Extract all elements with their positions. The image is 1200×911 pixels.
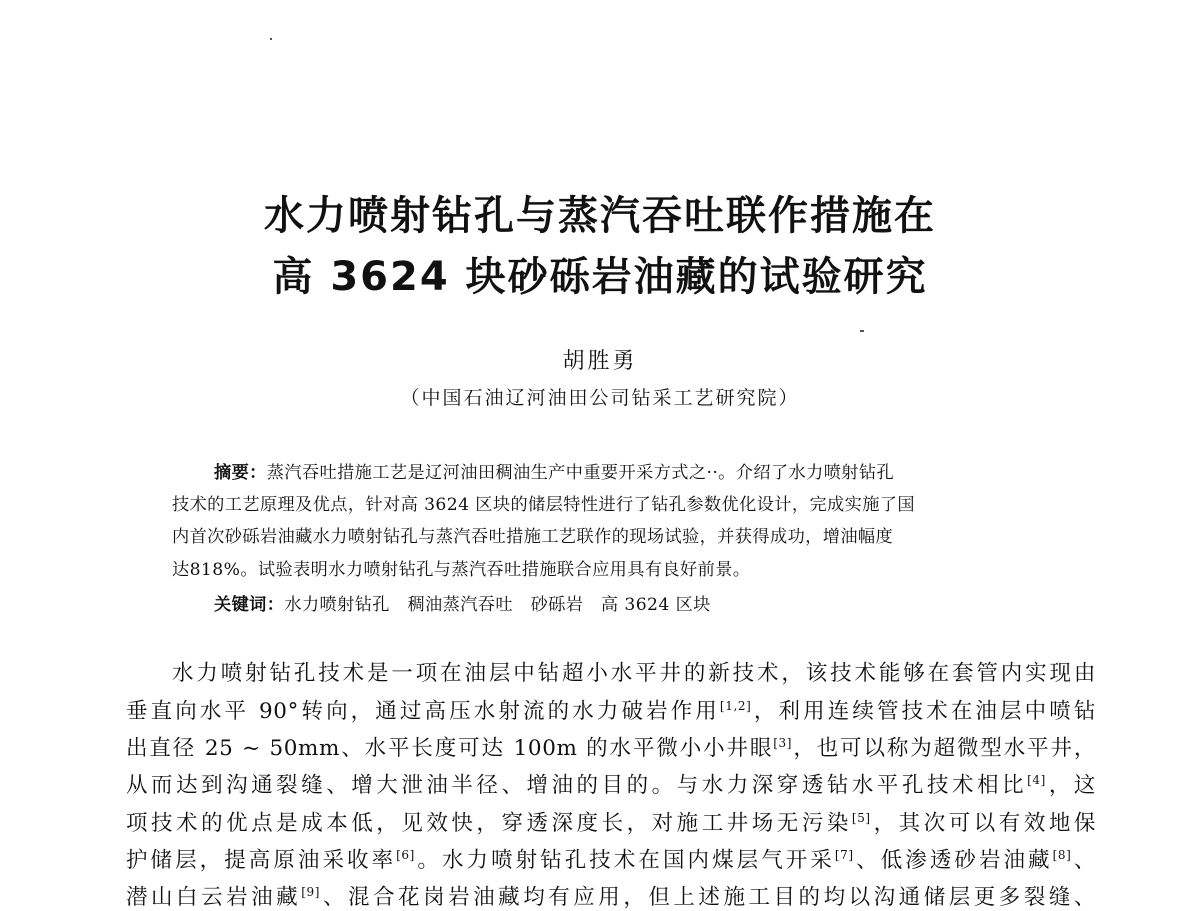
- body-text: 。水力喷射钻孔技术在国内煤层气开采: [414, 848, 835, 873]
- citation-ref: [1,2]: [719, 698, 752, 713]
- body-text: 、: [1071, 848, 1096, 873]
- author-name: 胡胜勇: [562, 349, 638, 374]
- body-line-6: [126, 843, 1096, 874]
- keywords-text: 水力喷射钻孔 稠油蒸汽吞吐 砂砾岩 高 3624 区块: [284, 595, 711, 615]
- keywords-line: [214, 590, 711, 615]
- title-line-2: 高 3624 块砂砾岩油藏的试验研究: [272, 254, 928, 300]
- abstract-label: 摘要：: [214, 463, 267, 483]
- body-text: ，也可以称为超微型水平井，: [792, 736, 1096, 761]
- citation-ref: [6]: [396, 847, 415, 862]
- body-text: ，这: [1045, 773, 1096, 798]
- body-text: ，其次可以有效地保: [870, 811, 1096, 836]
- citation-ref: [3]: [773, 735, 793, 750]
- title-line-1: 水力喷射钻孔与蒸汽吞吐联作措施在: [264, 193, 936, 239]
- body-text: ，利用连续管技术在油层中喷钻: [751, 699, 1096, 724]
- scan-speck: [270, 38, 272, 40]
- abstract-line-2: 技术的工艺原理及优点，针对高 3624 区块的储层特性进行了钻孔参数优化设计，完成实施了国: [172, 495, 915, 515]
- citation-ref: [7]: [834, 847, 854, 862]
- body-line-3: [126, 731, 1096, 762]
- body-text: 潜山白云岩油藏: [126, 885, 302, 910]
- author-affiliation: （中国石油辽河油田公司钻采工艺研究院）: [400, 387, 800, 409]
- citation-ref: [4]: [1027, 772, 1046, 787]
- body-text: 从而达到沟通裂缝、增大泄油半径、增油的目的。与水力深穿透钻水平孔技术相比: [126, 773, 1028, 798]
- abstract-line-4: 达818%。试验表明水力喷射钻孔与蒸汽吞吐措施联合应用具有良好前景。: [172, 560, 751, 580]
- citation-ref: [8]: [1052, 847, 1072, 862]
- citation-ref: [9]: [301, 884, 321, 899]
- body-text: 出直径 25 ~ 50mm、水平长度可达 100m 的水平微小小井眼: [126, 736, 774, 761]
- body-text: 垂直向水平 90°转向，通过高压水射流的水力破岩作用: [126, 699, 720, 724]
- body-text: 项技术的优点是成本低，见效快，穿透深度长，对施工井场无污染: [126, 811, 852, 836]
- body-text: 、混合花岗岩油藏均有应用，但上述施工目的均以沟通储层更多裂缝、: [320, 885, 1096, 910]
- abstract-line-1: [214, 458, 894, 483]
- body-line-2: [126, 694, 1096, 725]
- abstract-text-1: 蒸汽吞吐措施工艺是辽河油田稠油生产中重要开采方式之··。介绍了水力喷射钻孔: [266, 463, 895, 483]
- body-line-1: 水力喷射钻孔技术是一项在油层中钻超小水平井的新技术，该技术能够在套管内实现由: [172, 661, 1096, 686]
- citation-ref: [5]: [851, 810, 871, 825]
- body-line-5: [126, 806, 1096, 837]
- abstract-line-3: 内首次砂砾岩油藏水力喷射钻孔与蒸汽吞吐措施工艺联作的现场试验，并获得成功，增油幅度: [172, 527, 894, 547]
- scan-speck: [860, 330, 864, 332]
- body-line-4: [126, 768, 1096, 799]
- body-text: 、低渗透砂岩油藏: [853, 848, 1053, 873]
- body-line-7: [126, 880, 1096, 911]
- keywords-label: 关键词：: [214, 595, 285, 615]
- body-text: 护储层，提高原油采收率: [126, 848, 397, 873]
